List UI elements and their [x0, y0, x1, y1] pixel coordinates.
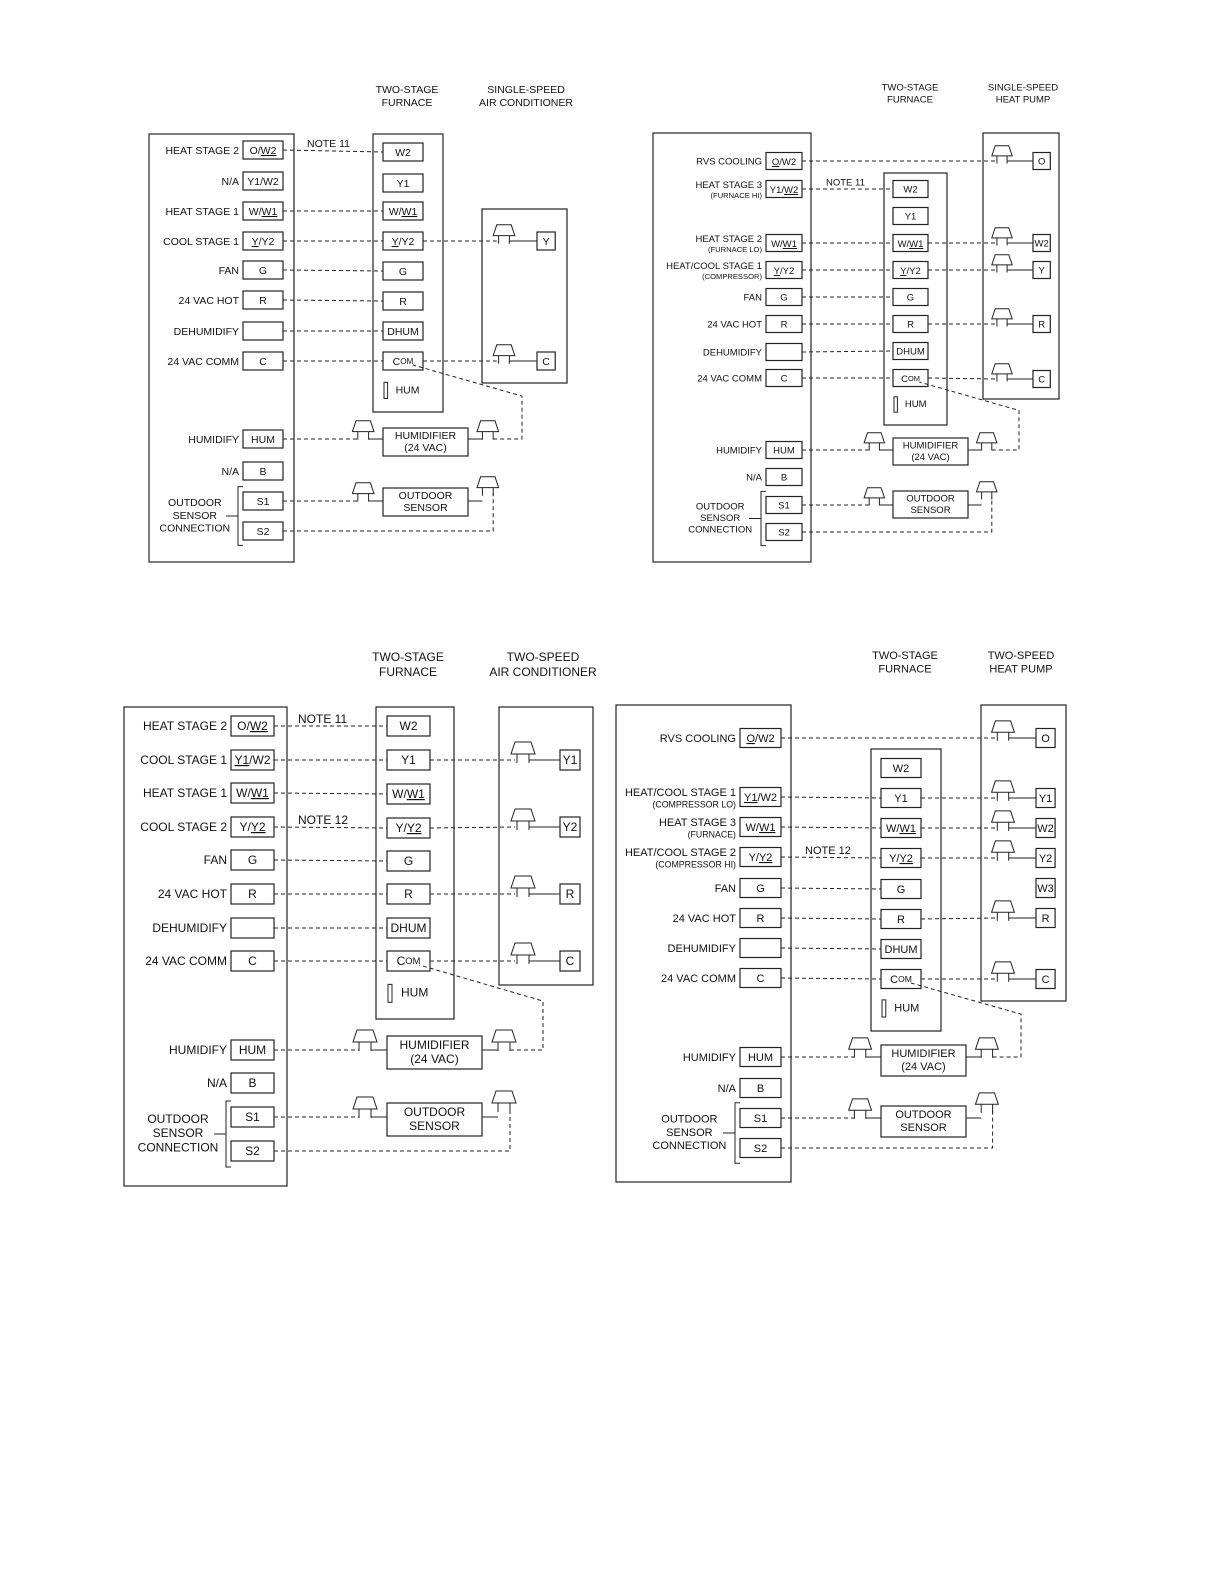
bell-icon [992, 255, 1012, 265]
terminal-label: R [756, 912, 765, 925]
note-label: NOTE 11 [298, 712, 348, 727]
hum-slot [388, 984, 392, 1002]
terminal-label: W/W1 [388, 205, 418, 218]
bell-icon [976, 1093, 999, 1104]
humidifier-label: (24 VAC) [911, 451, 950, 463]
terminal-label: R [897, 913, 905, 926]
terminal-function: FAN [203, 853, 227, 868]
terminal-function: FAN [218, 264, 239, 277]
bell-icon [353, 1097, 377, 1109]
terminal-label: HUM [773, 445, 795, 457]
header-outdoor: HEAT PUMP [989, 663, 1053, 676]
terminal-label: C [780, 373, 788, 385]
outdoor-sensor-connection-label: OUTDOOR [695, 501, 745, 513]
humidifier-label: HUMIDIFIER [902, 440, 959, 452]
terminal-label: Y/Y2 [251, 235, 275, 248]
thermostat-terminal [231, 918, 274, 938]
terminal-label: Y/Y2 [395, 821, 422, 836]
terminal-function-sub: (FURNACE) [687, 829, 736, 840]
terminal-label: B [248, 1076, 257, 1091]
outdoor-sensor-connection-label: SENSOR [666, 1126, 713, 1139]
bell-icon [477, 421, 499, 432]
wire [802, 351, 893, 352]
terminal-label: COM [890, 973, 912, 986]
header-outdoor: SINGLE-SPEED [987, 82, 1059, 94]
note-label: NOTE 12 [298, 813, 349, 828]
terminal-function: 24 VAC HOT [178, 294, 239, 307]
terminal-label: S2 [753, 1142, 768, 1155]
note-label: NOTE 11 [826, 177, 865, 189]
terminal-label: W3 [1037, 882, 1054, 895]
outdoor-sensor-connection-label: OUTDOOR [167, 497, 222, 510]
bell-icon [992, 811, 1015, 822]
terminal-function: 24 VAC COMM [145, 954, 227, 969]
terminal-label: O [1041, 732, 1050, 745]
bell-icon [992, 309, 1012, 319]
terminal-label: W2 [395, 146, 411, 159]
bell-icon [352, 483, 374, 494]
header-outdoor: AIR CONDITIONER [489, 665, 597, 680]
terminal-function: HUMIDIFY [188, 433, 239, 446]
terminal-label: O [1037, 156, 1046, 168]
terminal-function: HEAT/COOL STAGE 2 [624, 847, 736, 860]
wire [781, 857, 881, 858]
terminal-label: B [780, 472, 788, 484]
wire [283, 270, 383, 271]
terminal-label: W2 [1037, 822, 1054, 835]
terminal-function: HUMIDIFY [716, 445, 762, 457]
bell-icon [849, 1038, 872, 1049]
humidifier-label: HUMIDIFIER [891, 1048, 956, 1061]
header-outdoor: AIR CONDITIONER [479, 96, 573, 109]
terminal-label: Y/Y2 [900, 265, 921, 277]
bell-icon [976, 1038, 999, 1049]
terminal-label: S1 [778, 500, 790, 512]
bell-icon [864, 433, 884, 443]
bell-icon [511, 809, 535, 821]
terminal-label: COM [901, 373, 920, 385]
terminal-label: Y/Y2 [391, 235, 415, 248]
outdoor-sensor-connection-label: OUTDOOR [147, 1111, 209, 1126]
terminal-label: R [248, 887, 257, 902]
terminal-label: W2 [903, 184, 918, 196]
wire [283, 150, 383, 152]
bell-icon [352, 421, 374, 432]
terminal-label: R [907, 319, 914, 331]
terminal-label: C [756, 972, 765, 985]
terminal-label: Y/Y2 [889, 852, 913, 865]
terminal-label: W/W1 [886, 822, 916, 835]
outdoor-sensor-connection-label: SENSOR [700, 513, 741, 525]
furnace-hum-label: HUM [395, 384, 420, 397]
terminal-label: G [403, 854, 414, 869]
terminal-function: 24 VAC HOT [672, 912, 736, 925]
terminal-function: HEAT STAGE 2 [165, 144, 239, 157]
sensor-label: OUTDOOR [906, 493, 955, 505]
terminal-function: COOL STAGE 1 [163, 235, 239, 248]
note-label: NOTE 11 [307, 137, 350, 150]
terminal-label: HUM [238, 1043, 267, 1058]
terminal-label: Y1 [562, 753, 578, 768]
terminal-label: Y/Y2 [239, 820, 266, 835]
terminal-label: S2 [256, 525, 270, 538]
outdoor-sensor-connection-label: CONNECTION [688, 524, 753, 536]
bell-icon [511, 943, 535, 955]
diagram-tr [653, 83, 1059, 562]
terminal-label: W2 [399, 719, 418, 734]
terminal-function-sub: (COMPRESSOR) [702, 272, 762, 282]
header-outdoor: SINGLE-SPEED [487, 83, 565, 96]
terminal-label: HUM [251, 433, 275, 446]
terminal-label: Y/Y2 [773, 265, 795, 277]
terminal-label: O/W2 [771, 156, 797, 168]
thermostat-terminal [243, 322, 283, 340]
terminal-function-sub: (FURNACE HI) [710, 191, 762, 201]
outdoor-sensor-connection-label: CONNECTION [159, 522, 231, 535]
furnace-hum-label: HUM [894, 1002, 920, 1015]
terminal-label: W2 [892, 762, 910, 775]
terminal-function: 24 VAC HOT [707, 319, 762, 331]
terminal-label: R [780, 319, 788, 331]
terminal-function: DEHUMIDIFY [152, 921, 227, 936]
bell-icon [493, 225, 515, 236]
terminal-label: R [404, 887, 413, 902]
terminal-function: 24 VAC COMM [167, 355, 239, 368]
bell-icon [492, 1030, 516, 1042]
terminal-label: C [1041, 973, 1050, 986]
sensor-label: SENSOR [403, 501, 448, 514]
terminal-label: Y1 [396, 177, 410, 190]
terminal-label: O/W2 [746, 732, 775, 745]
sensor-label: SENSOR [910, 504, 951, 516]
terminal-function: N/A [221, 175, 239, 188]
terminal-label: W2 [1034, 238, 1049, 250]
terminal-label: G [258, 264, 268, 277]
bell-icon [493, 345, 515, 356]
terminal-label: HUM [747, 1051, 774, 1064]
terminal-label: W/W1 [897, 238, 924, 250]
terminal-label: O/W2 [237, 719, 268, 734]
terminal-label: S2 [778, 527, 790, 539]
terminal-function: N/A [206, 1076, 227, 1091]
terminal-label: C [1038, 374, 1046, 386]
header-furnace: FURNACE [887, 94, 933, 106]
terminal-label: R [1041, 912, 1050, 925]
terminal-label: O/W2 [249, 144, 277, 157]
wire [283, 300, 383, 301]
terminal-label: G [247, 853, 258, 868]
outdoor-sensor-connection-label: CONNECTION [652, 1140, 727, 1153]
terminal-label: DHUM [387, 325, 419, 338]
humidifier-label: HUMIDIFIER [394, 430, 457, 443]
wire [781, 888, 881, 889]
terminal-label: Y/Y2 [748, 851, 773, 864]
hum-slot [882, 1000, 886, 1017]
terminal-label: W/W1 [392, 787, 425, 802]
hum-slot [894, 397, 897, 412]
furnace-hum-label: HUM [401, 985, 429, 1000]
header-furnace: FURNACE [878, 663, 932, 676]
wire [274, 793, 387, 794]
furnace-hum-label: HUM [904, 399, 927, 411]
terminal-label: W/W1 [236, 786, 269, 801]
bell-icon [511, 876, 535, 888]
terminal-function: 24 VAC HOT [157, 887, 227, 902]
terminal-label: Y [542, 235, 550, 248]
terminal-label: C [248, 954, 257, 969]
terminal-label: DHUM [896, 346, 925, 358]
terminal-function: FAN [714, 882, 736, 895]
terminal-function-sub: (COMPRESSOR LO) [652, 799, 736, 810]
outdoor-sensor-connection-label: OUTDOOR [661, 1113, 718, 1126]
terminal-label: C [259, 355, 267, 368]
wire [781, 827, 881, 828]
terminal-label: R [399, 295, 407, 308]
sensor-label: OUTDOOR [398, 490, 453, 503]
diagram-br [616, 650, 1066, 1182]
terminal-function: DEHUMIDIFY [173, 325, 239, 338]
terminal-label: Y1/W2 [234, 753, 271, 768]
terminal-function-sub: (COMPRESSOR HI) [655, 859, 736, 870]
terminal-label: Y1/W2 [769, 184, 799, 196]
thermostat-terminal [740, 939, 781, 958]
terminal-label: B [756, 1082, 765, 1095]
terminal-label: DHUM [884, 943, 918, 956]
diagram-bl [124, 650, 597, 1186]
wire [781, 978, 881, 979]
terminal-label: COM [392, 355, 414, 368]
terminal-label: Y2 [562, 820, 578, 835]
terminal-function: N/A [221, 465, 239, 478]
terminal-label: Y2 [1038, 852, 1053, 865]
bell-icon [511, 742, 535, 754]
diagram-tl [149, 84, 573, 562]
terminal-label: G [756, 882, 765, 895]
terminal-function: COOL STAGE 1 [140, 753, 227, 768]
terminal-label: COM [396, 954, 421, 969]
terminal-label: Y1 [1038, 792, 1053, 805]
bell-icon [992, 228, 1012, 238]
terminal-function: DEHUMIDIFY [702, 347, 762, 359]
bell-icon [992, 146, 1012, 156]
terminal-function: 24 VAC COMM [661, 972, 736, 985]
terminal-label: DHUM [390, 921, 427, 936]
wire [781, 948, 881, 949]
terminal-function: RVS COOLING [696, 156, 762, 168]
bell-icon [992, 962, 1015, 973]
hum-slot [384, 382, 388, 398]
terminal-label: Y1/W2 [743, 791, 778, 804]
terminal-label: G [398, 265, 408, 278]
terminal-function: FAN [743, 292, 762, 304]
terminal-function: 24 VAC COMM [697, 373, 762, 385]
outdoor-sensor-connection-label: SENSOR [172, 509, 217, 522]
header-furnace: TWO-STAGE [372, 650, 444, 665]
terminal-label: Y1/W2 [247, 175, 279, 188]
terminal-function: HEAT STAGE 1 [142, 786, 227, 801]
header-furnace: TWO-STAGE [872, 649, 938, 662]
thermostat-terminal [766, 344, 802, 361]
header-outdoor: HEAT PUMP [995, 94, 1051, 106]
bell-icon [992, 901, 1015, 912]
header-furnace: FURNACE [378, 665, 438, 680]
bell-icon [864, 488, 884, 498]
wire [781, 797, 881, 798]
terminal-label: C [542, 355, 550, 368]
terminal-function: HEAT/COOL STAGE 1 [624, 787, 736, 800]
terminal-label: R [565, 887, 575, 902]
terminal-function: HEAT STAGE 2 [695, 234, 762, 246]
header-furnace: TWO-STAGE [881, 82, 939, 94]
humidifier-label: (24 VAC) [404, 441, 447, 454]
terminal-label: R [259, 294, 267, 307]
terminal-function: COOL STAGE 2 [140, 820, 227, 835]
header-outdoor: TWO-SPEED [506, 650, 580, 665]
header-outdoor: TWO-SPEED [987, 649, 1055, 662]
terminal-function: HUMIDIFY [169, 1043, 227, 1058]
terminal-function: DEHUMIDIFY [667, 942, 736, 955]
header-furnace: FURNACE [381, 96, 433, 109]
terminal-label: Y1 [904, 211, 917, 223]
terminal-function: HEAT/COOL STAGE 1 [666, 261, 762, 273]
terminal-function: HUMIDIFY [682, 1051, 736, 1064]
terminal-function: N/A [717, 1082, 736, 1095]
outdoor-sensor-connection-label: SENSOR [152, 1126, 204, 1141]
terminal-label: C [565, 954, 575, 969]
wire [781, 918, 881, 919]
humidifier-label: (24 VAC) [901, 1061, 946, 1074]
terminal-label: W/W1 [745, 821, 776, 834]
note-label: NOTE 12 [805, 844, 851, 857]
wire [274, 860, 387, 861]
terminal-label: Y1 [894, 792, 908, 805]
terminal-function: HEAT STAGE 3 [658, 817, 736, 830]
terminal-label: S1 [753, 1112, 768, 1125]
terminal-label: Y1 [401, 753, 416, 768]
sensor-label: SENSOR [900, 1122, 947, 1135]
terminal-function-sub: (FURNACE LO) [707, 245, 762, 255]
terminal-label: S2 [245, 1144, 260, 1159]
terminal-label: G [896, 883, 906, 896]
terminal-label: W/W1 [248, 205, 278, 218]
terminal-function: HEAT STAGE 1 [165, 205, 239, 218]
terminal-label: G [780, 292, 788, 304]
humidifier-label: (24 VAC) [410, 1051, 459, 1066]
bell-icon [492, 1091, 516, 1103]
sensor-label: OUTDOOR [895, 1109, 952, 1122]
bell-icon [992, 841, 1015, 852]
terminal-function: HEAT STAGE 3 [695, 180, 762, 192]
terminal-label: R [1038, 319, 1046, 331]
terminal-label: S1 [256, 495, 270, 508]
sensor-label: OUTDOOR [403, 1105, 466, 1120]
terminal-function: HEAT STAGE 2 [142, 719, 227, 734]
bell-icon [849, 1099, 872, 1110]
bell-icon [977, 433, 997, 443]
terminal-label: B [259, 465, 267, 478]
bell-icon [477, 477, 499, 488]
terminal-label: Y [1038, 265, 1045, 277]
terminal-label: W/W1 [771, 238, 797, 250]
header-furnace: TWO-STAGE [375, 83, 439, 96]
outdoor-sensor-connection-label: CONNECTION [137, 1140, 219, 1155]
humidifier-label: HUMIDIFIER [399, 1038, 470, 1053]
sensor-label: SENSOR [409, 1118, 460, 1133]
terminal-label: G [906, 292, 915, 304]
terminal-function: N/A [746, 472, 762, 484]
bell-icon [977, 482, 997, 492]
bell-icon [353, 1030, 377, 1042]
bell-icon [992, 781, 1015, 792]
bell-icon [992, 721, 1015, 732]
terminal-function: RVS COOLING [659, 732, 736, 745]
terminal-label: S1 [245, 1110, 260, 1125]
bell-icon [992, 364, 1012, 374]
